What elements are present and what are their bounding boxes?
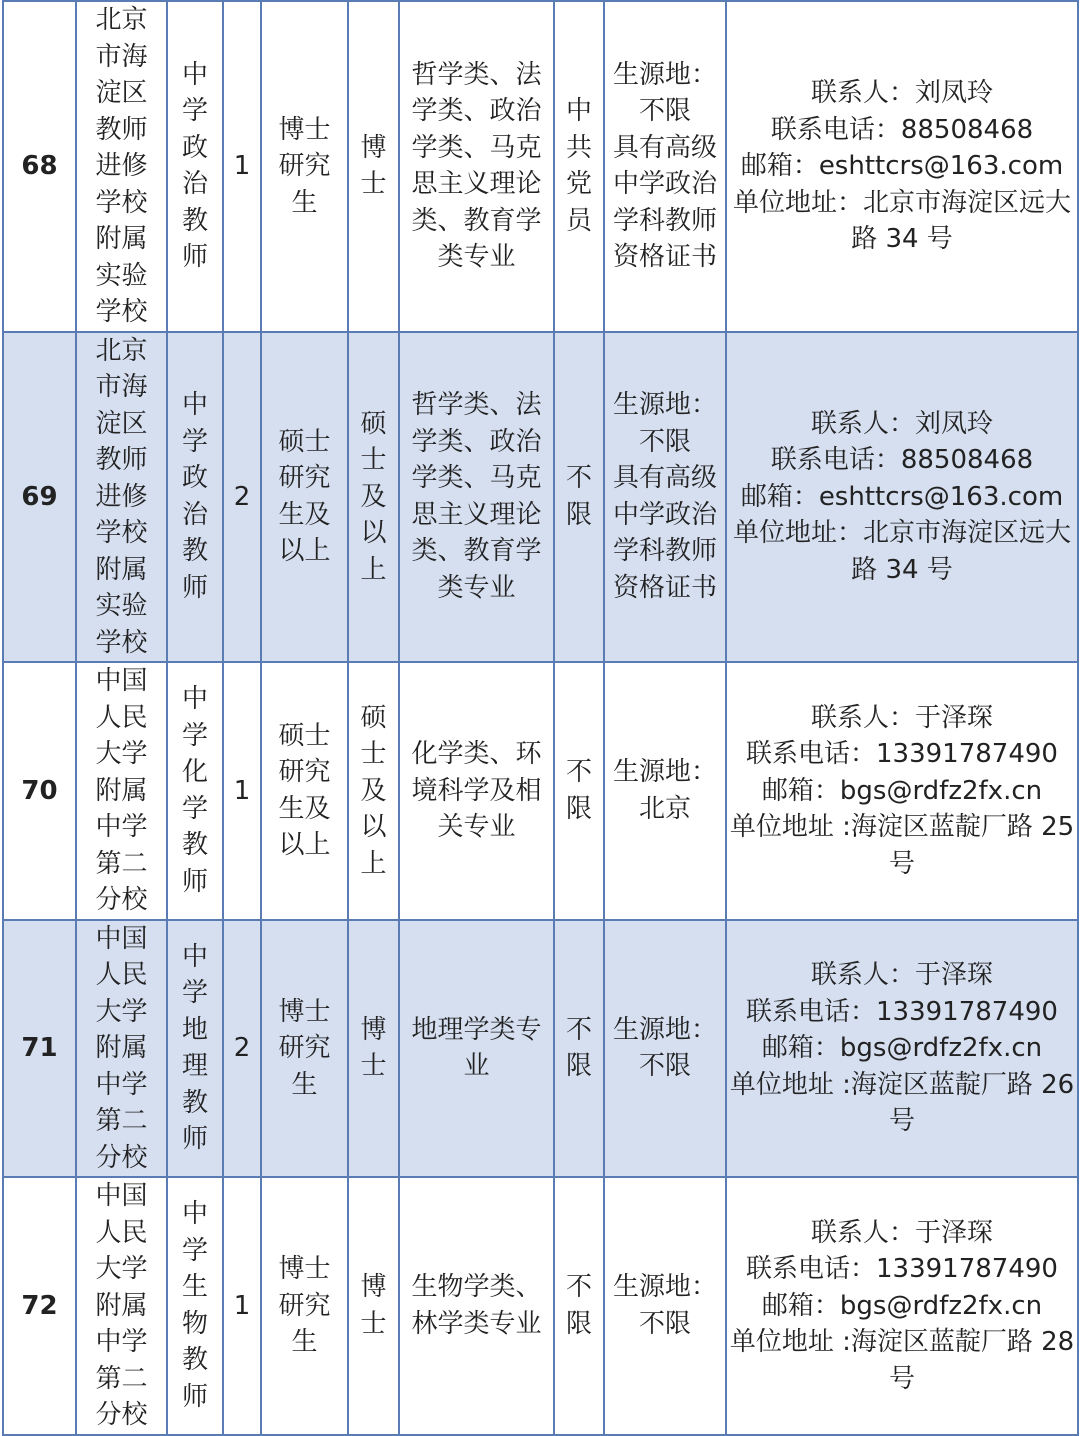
position-line: 学 — [181, 978, 208, 1009]
degree-line: 硕 — [360, 702, 387, 733]
education-line: 研究 — [278, 151, 331, 181]
education-cell — [261, 662, 348, 920]
contact-line: 联系电话：88508468 — [770, 445, 1034, 475]
major-line: 哲学类、法 — [411, 390, 542, 421]
contact-line: 联系电话：13391787490 — [746, 996, 1058, 1027]
position-line: 治 — [181, 169, 208, 200]
education-line: 生及 — [278, 499, 331, 530]
degree-line: 博 — [360, 1272, 387, 1303]
job-table — [2, 0, 1079, 1436]
position-line: 教 — [181, 830, 208, 861]
position-cell — [167, 1177, 223, 1435]
education-cell — [261, 920, 348, 1178]
unit-line: 实验 — [95, 591, 148, 621]
political-status-cell — [554, 1177, 604, 1435]
other-line: 北京 — [638, 793, 691, 824]
major-cell — [399, 332, 554, 663]
position-line: 治 — [181, 499, 208, 530]
contact-line: 联系人：于泽琛 — [810, 702, 993, 733]
contact-line: 联系电话：13391787490 — [746, 739, 1058, 769]
education-cell — [261, 332, 348, 663]
degree-line: 博 — [360, 132, 387, 163]
degree-line: 及 — [360, 481, 387, 512]
politics-line: 限 — [565, 793, 592, 824]
headcount-cell: 2 — [223, 920, 261, 1178]
degree-line: 以 — [360, 812, 387, 842]
politics-line: 党 — [565, 169, 592, 200]
education-line: 生 — [291, 1069, 318, 1100]
row-number: 72 — [3, 1177, 76, 1435]
contact-line: 联系人：刘凤玲 — [810, 408, 993, 439]
other-requirements-cell — [604, 920, 726, 1178]
unit-line: 分校 — [95, 885, 148, 915]
contact-line: 联系人：于泽琛 — [810, 1217, 993, 1248]
education-line: 博士 — [278, 996, 331, 1027]
position-line: 师 — [181, 1124, 208, 1155]
education-line: 生及 — [278, 793, 331, 824]
row-number: 68 — [3, 1, 76, 332]
unit-line: 人民 — [95, 702, 148, 733]
other-line: 资格证书 — [612, 242, 717, 273]
unit-line: 中学 — [95, 812, 148, 842]
contact-line: 邮箱：bgs@rdfz2fx.cn — [761, 1033, 1043, 1063]
unit-line: 人民 — [95, 1217, 148, 1248]
other-line: 资格证书 — [612, 572, 717, 603]
major-line: 学类、马克 — [411, 463, 542, 494]
position-cell — [167, 1, 223, 332]
politics-line: 限 — [565, 499, 592, 530]
unit-line: 进修 — [95, 481, 148, 512]
major-line: 境科学及相 — [411, 775, 542, 806]
degree-line: 博 — [360, 1014, 387, 1045]
political-status-cell — [554, 1, 604, 332]
position-line: 教 — [181, 536, 208, 567]
major-line: 类专业 — [437, 242, 516, 273]
contact-line: 联系电话：13391787490 — [746, 1254, 1058, 1284]
position-line: 学 — [181, 426, 208, 457]
contact-info-cell — [726, 332, 1078, 663]
position-line: 学 — [181, 1235, 208, 1266]
unit-line: 教师 — [95, 114, 148, 145]
unit-line: 北京 — [95, 5, 148, 35]
unit-name-cell — [76, 662, 167, 920]
politics-line: 中 — [565, 96, 592, 127]
headcount-cell: 1 — [223, 1, 261, 332]
contact-line: 邮箱：eshttcrs@163.com — [740, 481, 1064, 512]
major-cell — [399, 1177, 554, 1435]
unit-line: 淀区 — [95, 78, 148, 108]
unit-line: 实验 — [95, 260, 148, 291]
unit-line: 大学 — [95, 1254, 148, 1284]
contact-line: 邮箱：eshttcrs@163.com — [740, 151, 1064, 181]
other-line: 具有高级 — [612, 463, 717, 494]
position-line: 化 — [181, 757, 208, 788]
unit-line: 市海 — [95, 41, 148, 72]
unit-name-cell — [76, 1, 167, 332]
contact-info-cell — [726, 662, 1078, 920]
major-line: 学类、政治 — [411, 426, 542, 457]
other-line: 不限 — [638, 1308, 691, 1339]
major-line: 化学类、环 — [411, 739, 542, 769]
headcount-cell: 2 — [223, 332, 261, 663]
education-line: 生 — [291, 1327, 318, 1357]
education-line: 硕士 — [278, 720, 331, 751]
position-line: 政 — [181, 132, 208, 163]
major-line: 学类、马克 — [411, 132, 542, 163]
contact-info-cell — [726, 1177, 1078, 1435]
education-line: 研究 — [278, 1033, 331, 1063]
education-line: 研究 — [278, 1290, 331, 1321]
unit-line: 学校 — [95, 297, 148, 327]
other-line: 学科教师 — [612, 205, 717, 236]
unit-line: 市海 — [95, 372, 148, 402]
row-number: 71 — [3, 920, 76, 1178]
degree-cell — [348, 920, 399, 1178]
other-line: 中学政治 — [612, 169, 717, 200]
position-line: 学 — [181, 96, 208, 127]
contact-line: 单位地址：北京市海淀区远大 — [732, 187, 1071, 218]
contact-line: 号 — [888, 1106, 915, 1136]
political-status-cell — [554, 332, 604, 663]
major-cell — [399, 1, 554, 332]
row-number: 69 — [3, 332, 76, 663]
major-line: 业 — [463, 1051, 490, 1082]
table-row — [3, 332, 1078, 663]
other-requirements-cell — [604, 1177, 726, 1435]
contact-info-cell — [726, 920, 1078, 1178]
other-requirements-cell — [604, 1, 726, 332]
unit-line: 人民 — [95, 960, 148, 990]
position-cell — [167, 920, 223, 1178]
row-number: 70 — [3, 662, 76, 920]
unit-line: 中学 — [95, 1069, 148, 1100]
unit-line: 分校 — [95, 1142, 148, 1173]
unit-line: 第二 — [95, 1363, 148, 1394]
position-line: 物 — [181, 1308, 208, 1339]
degree-line: 硕 — [360, 408, 387, 439]
unit-line: 教师 — [95, 445, 148, 475]
major-line: 思主义理论 — [411, 499, 542, 530]
contact-line: 号 — [888, 1363, 915, 1394]
other-requirements-cell — [604, 662, 726, 920]
position-line: 学 — [181, 720, 208, 751]
unit-name-cell — [76, 920, 167, 1178]
major-line: 林学类专业 — [411, 1308, 542, 1339]
degree-line: 士 — [360, 1051, 387, 1082]
major-line: 思主义理论 — [411, 169, 542, 200]
unit-line: 学校 — [95, 627, 148, 658]
education-line: 研究 — [278, 463, 331, 494]
unit-line: 大学 — [95, 739, 148, 769]
politics-line: 员 — [565, 205, 592, 236]
other-line: 不限 — [638, 426, 691, 457]
contact-line: 单位地址 :海淀区蓝靛厂路 26 — [729, 1069, 1075, 1100]
unit-line: 进修 — [95, 151, 148, 181]
major-line: 类、教育学 — [411, 205, 542, 236]
position-line: 师 — [181, 242, 208, 273]
politics-line: 限 — [565, 1308, 592, 1339]
politics-line: 不 — [565, 463, 592, 494]
contact-line: 联系电话：88508468 — [770, 114, 1034, 145]
degree-line: 及 — [360, 775, 387, 806]
education-line: 博士 — [278, 114, 331, 145]
unit-line: 中学 — [95, 1327, 148, 1357]
political-status-cell — [554, 662, 604, 920]
degree-line: 上 — [360, 848, 387, 879]
unit-line: 淀区 — [95, 408, 148, 439]
unit-line: 附属 — [95, 1033, 148, 1063]
position-cell — [167, 332, 223, 663]
position-line: 师 — [181, 1381, 208, 1412]
politics-line: 不 — [565, 1014, 592, 1045]
education-cell — [261, 1, 348, 332]
unit-line: 附属 — [95, 224, 148, 254]
position-line: 中 — [181, 1199, 208, 1230]
table-row — [3, 1, 1078, 332]
unit-line: 中国 — [95, 1181, 148, 1211]
degree-line: 以 — [360, 518, 387, 548]
table-row — [3, 662, 1078, 920]
contact-line: 联系人：于泽琛 — [810, 960, 993, 990]
unit-line: 大学 — [95, 996, 148, 1027]
education-line: 以上 — [278, 830, 331, 861]
major-line: 生物学类、 — [411, 1272, 542, 1303]
unit-line: 分校 — [95, 1400, 148, 1430]
major-line: 学类、政治 — [411, 96, 542, 127]
position-line: 政 — [181, 463, 208, 494]
education-line: 研究 — [278, 757, 331, 788]
position-line: 中 — [181, 390, 208, 421]
degree-cell — [348, 1177, 399, 1435]
unit-line: 北京 — [95, 335, 148, 366]
other-line: 生源地： — [612, 757, 717, 788]
position-line: 中 — [181, 941, 208, 972]
other-line: 中学政治 — [612, 499, 717, 530]
other-line: 生源地： — [612, 59, 717, 90]
other-line: 生源地： — [612, 1014, 717, 1045]
major-line: 地理学类专 — [411, 1014, 542, 1045]
unit-line: 学校 — [95, 187, 148, 218]
other-line: 学科教师 — [612, 536, 717, 567]
unit-line: 附属 — [95, 554, 148, 585]
contact-info-cell — [726, 1, 1078, 332]
contact-line: 单位地址 :海淀区蓝靛厂路 25 — [729, 812, 1075, 842]
major-line: 类、教育学 — [411, 536, 542, 567]
other-requirements-cell — [604, 332, 726, 663]
unit-line: 学校 — [95, 518, 148, 548]
degree-cell — [348, 332, 399, 663]
contact-line: 邮箱：bgs@rdfz2fx.cn — [761, 1290, 1043, 1321]
degree-line: 士 — [360, 445, 387, 475]
major-line: 哲学类、法 — [411, 59, 542, 90]
degree-line: 士 — [360, 1308, 387, 1339]
position-line: 中 — [181, 684, 208, 715]
other-line: 生源地： — [612, 390, 717, 421]
unit-line: 附属 — [95, 775, 148, 806]
contact-line: 单位地址 :海淀区蓝靛厂路 28 — [729, 1327, 1075, 1357]
contact-line: 路 34 号 — [851, 224, 953, 254]
degree-cell — [348, 1, 399, 332]
political-status-cell — [554, 920, 604, 1178]
position-line: 师 — [181, 866, 208, 897]
unit-line: 第二 — [95, 848, 148, 879]
degree-line: 士 — [360, 739, 387, 769]
table-row — [3, 1177, 1078, 1435]
position-line: 中 — [181, 59, 208, 90]
education-cell — [261, 1177, 348, 1435]
other-line: 具有高级 — [612, 132, 717, 163]
major-line: 关专业 — [437, 812, 516, 842]
politics-line: 不 — [565, 1272, 592, 1303]
degree-line: 士 — [360, 169, 387, 200]
politics-line: 不 — [565, 757, 592, 788]
contact-line: 单位地址：北京市海淀区远大 — [732, 518, 1071, 548]
major-line: 类专业 — [437, 572, 516, 603]
contact-line: 号 — [888, 848, 915, 879]
other-line: 不限 — [638, 96, 691, 127]
other-line: 不限 — [638, 1051, 691, 1082]
position-line: 学 — [181, 793, 208, 824]
education-line: 硕士 — [278, 426, 331, 457]
position-line: 师 — [181, 572, 208, 603]
position-line: 理 — [181, 1051, 208, 1082]
table-row — [3, 920, 1078, 1178]
politics-line: 共 — [565, 132, 592, 163]
unit-line: 中国 — [95, 923, 148, 954]
education-line: 以上 — [278, 536, 331, 567]
degree-cell — [348, 662, 399, 920]
position-line: 教 — [181, 205, 208, 236]
contact-line: 邮箱：bgs@rdfz2fx.cn — [761, 775, 1043, 806]
major-cell — [399, 662, 554, 920]
major-cell — [399, 920, 554, 1178]
headcount-cell: 1 — [223, 1177, 261, 1435]
contact-line: 路 34 号 — [851, 554, 953, 585]
headcount-cell: 1 — [223, 662, 261, 920]
other-line: 生源地： — [612, 1272, 717, 1303]
position-line: 教 — [181, 1087, 208, 1118]
education-line: 博士 — [278, 1254, 331, 1284]
unit-line: 附属 — [95, 1290, 148, 1321]
position-line: 生 — [181, 1272, 208, 1303]
unit-line: 第二 — [95, 1106, 148, 1136]
politics-line: 限 — [565, 1051, 592, 1082]
position-line: 地 — [181, 1014, 208, 1045]
unit-line: 中国 — [95, 666, 148, 696]
unit-name-cell — [76, 332, 167, 663]
education-line: 生 — [291, 187, 318, 218]
unit-name-cell — [76, 1177, 167, 1435]
position-cell — [167, 662, 223, 920]
contact-line: 联系人：刘凤玲 — [810, 78, 993, 108]
position-line: 教 — [181, 1345, 208, 1376]
degree-line: 上 — [360, 554, 387, 585]
